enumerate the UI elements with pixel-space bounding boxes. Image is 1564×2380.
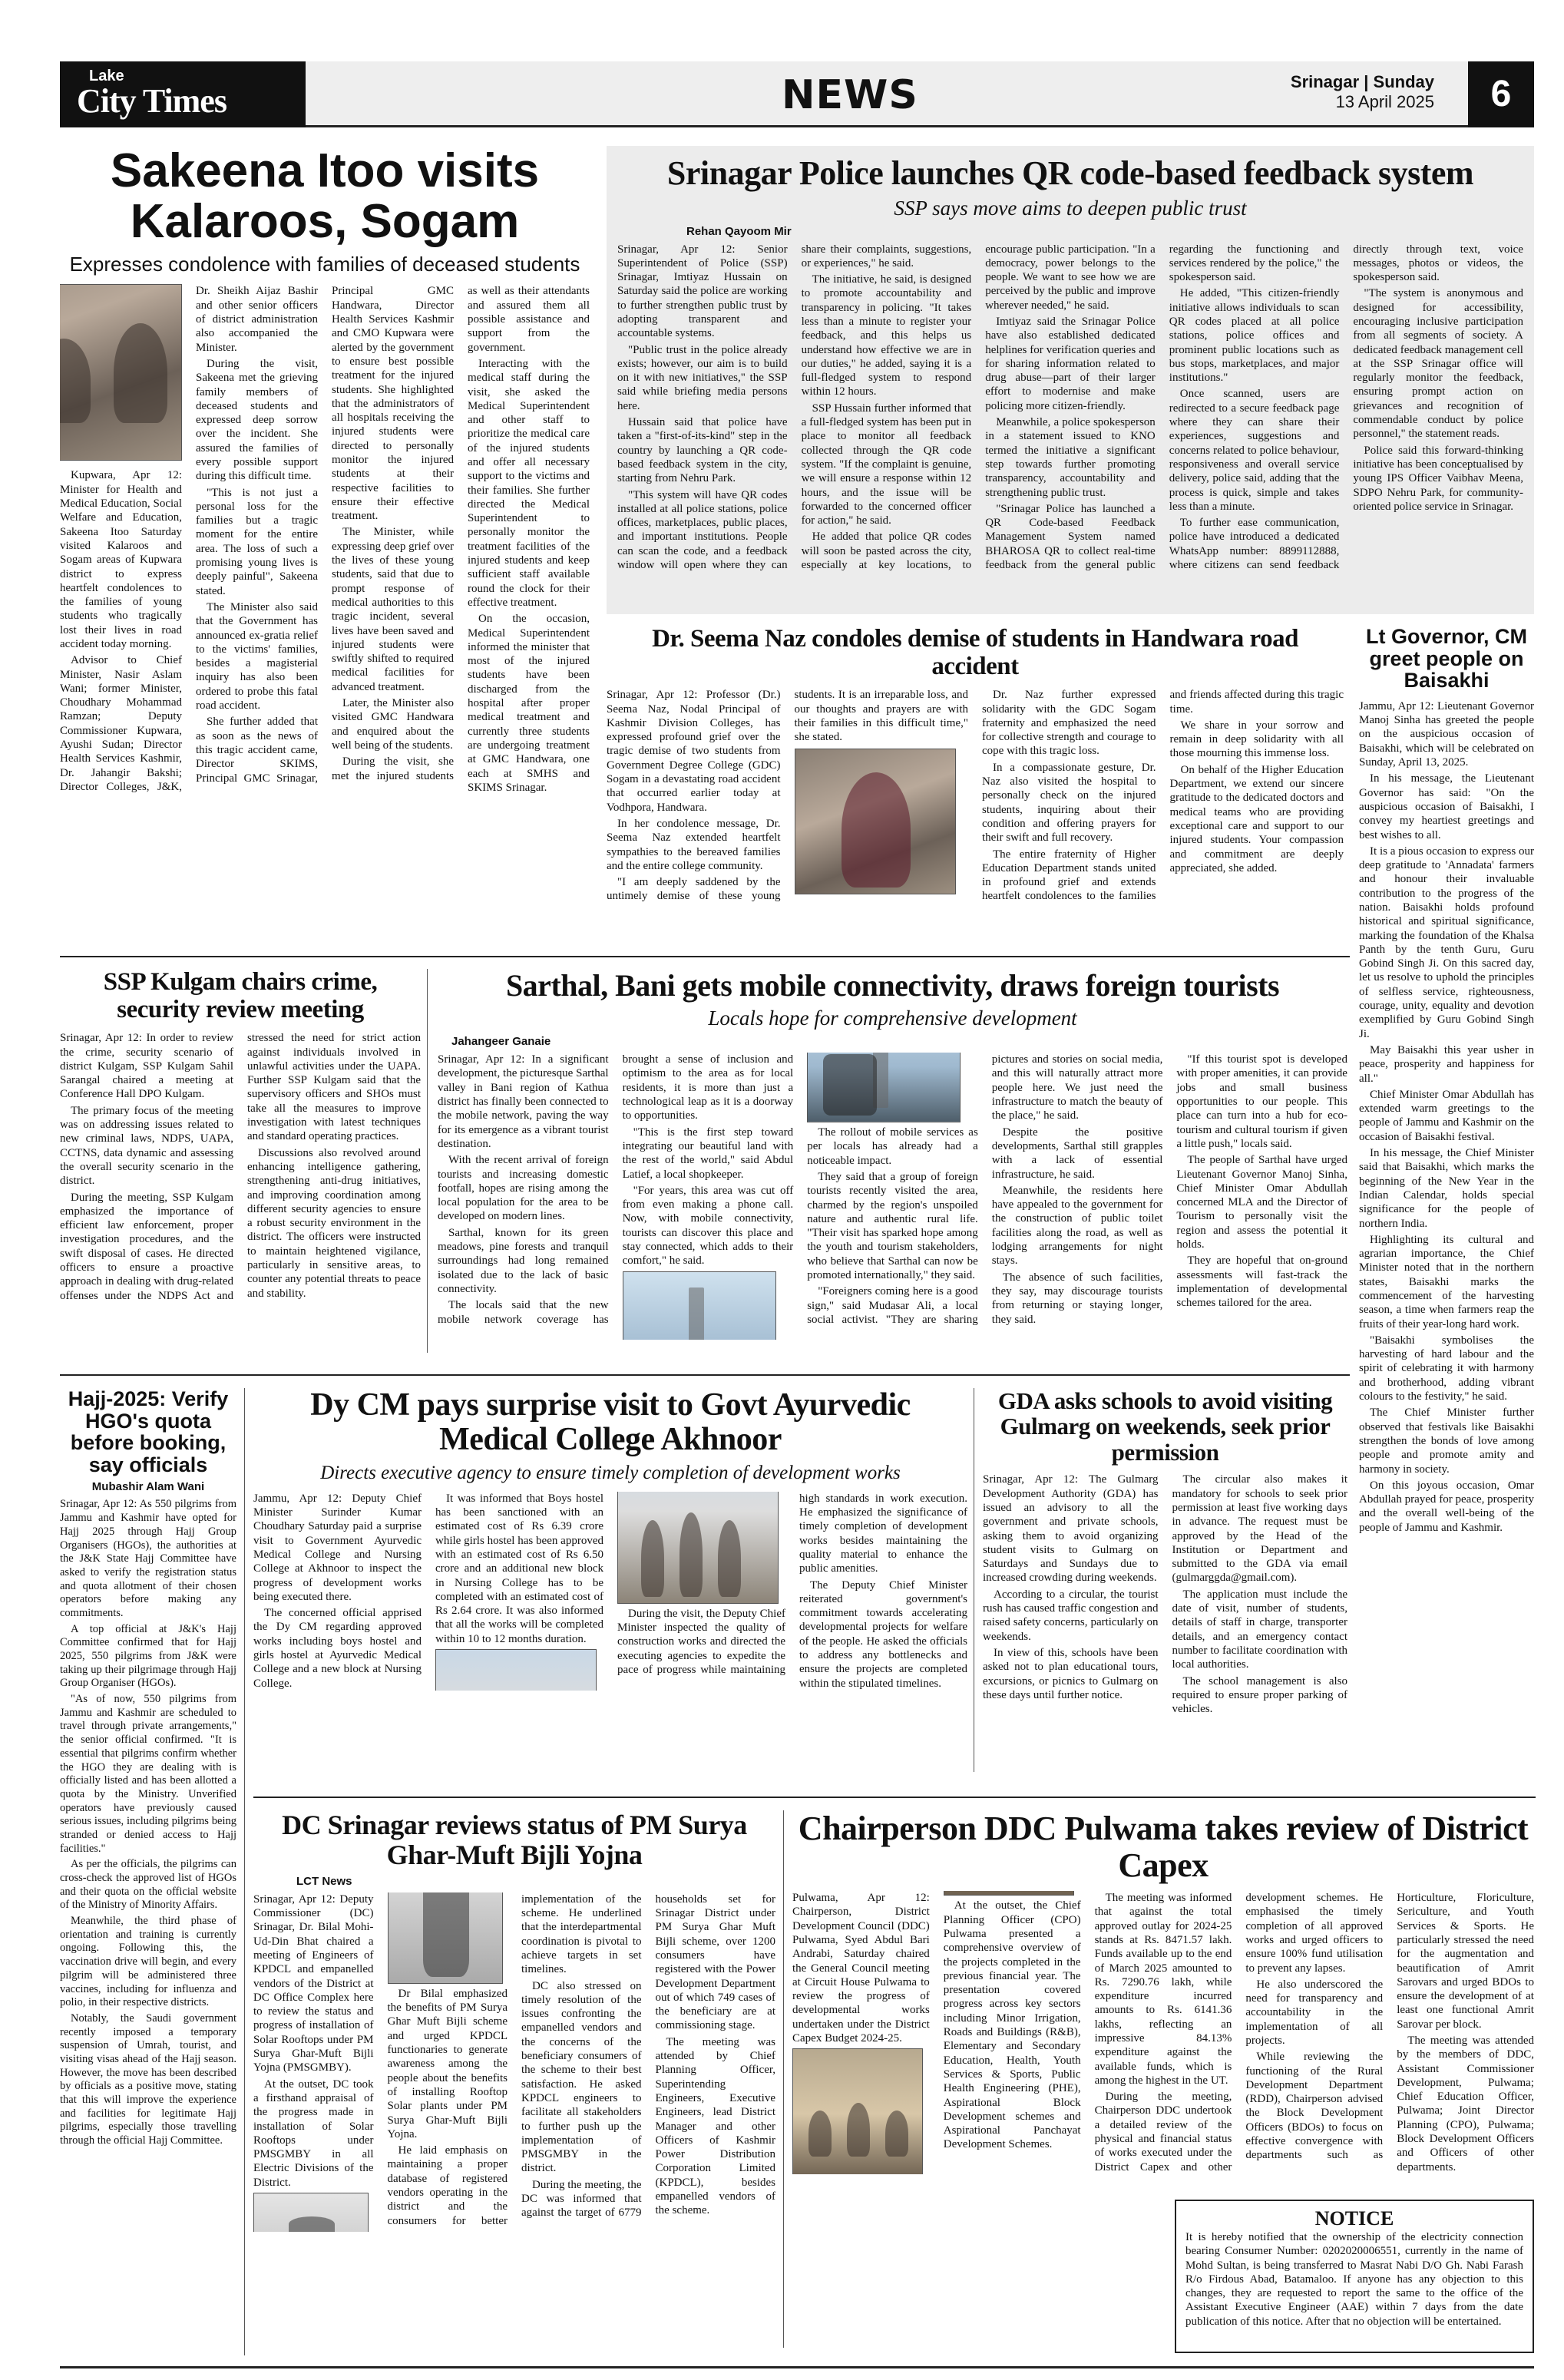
paragraph: Srinagar, Apr 12: Senior Superintendent of Police (SSP) Srinagar, Imtiyaz Hussain on Saturday said the police are working to further strengthen public trust by adopting transparent and accountable systems. [617,243,788,340]
paragraph: The initiative, he said, is designed to promote accountability and transparency in policing. "It takes less than a minute to register your feedback, and this helps us understand how effective we are in our duties," he added, saying it is a full-fledged system to respond within 12 hours. [801,273,972,398]
paragraph: It is a pious occasion to express our deep gratitude to 'Annadata' farmers and honour their invaluable contribution to the progress of the nation. Baisakhi holds profound historical and spiritual significance, marking the foundation of the Khalsa Panth by the tenth Guru, Guru Gobind Singh Ji. On this sacred day, let us resolve to uphold the principles of selfless service, righteousness, courage, unity, equality and devotion exemplified by Guru Gobind Singh Ji. [1359,845,1534,1040]
condolence-photo [60,284,182,461]
article-body [983,1473,1347,1764]
logo-main-text: City Times [77,82,226,120]
article-body [617,243,1523,603]
byline: LCT News [296,1874,352,1888]
notice-body: It is hereby notified that the ownership of the electricity connection bearing Consumer Number: 0202020006551, currently in the name of Mohd Sultan, is being transferred to Masrat Nabi D/O Gh. Nabi Farash R/o Firdous Abad, Batamaloo. If anyone has any objection to this changes, they are requested to report the same to the office of the Assistant Executive Engineer (AAE) within 7 days from the date publication of this notice. After that no objection will be entertained. [1185,2231,1523,2328]
paragraph: In her condolence message, Dr. Seema Naz extended heartfelt sympathies to the bereaved families and the entire college community. [607,817,781,872]
article-ssp-kulgam [60,969,421,1368]
paragraph: While reviewing the functioning of the Rural Development Department (RDD), Chairperson advised the Block Development Officers (BDOs) to focus on effective convergence with departments such as Horticulture, Floriculture, Sericulture, and Youth Services & Sports. He particularly stressed the need for the augmentation and beautification of Amrit Sarovars and urged BDOs to ensure the development of at least one functional Amrit Sarovar per block. [1245,1892,1534,2162]
paragraph: In a compassionate gesture, Dr. Naz also visited the hospital to personally check on the injured students, inquiring about their condition and offering prayers for their swift and full recovery. [982,761,1156,845]
paragraph: Pulwama, Apr 12: Chairperson, District Development Council (DDC) Pulwama, Syed Abdul Bari Andrabi, Saturday chaired the General Council meeting at Circuit House Pulwama to review the progress of developmental works undertaken under the District Capex Budget 2024-25. [792,1892,930,2044]
paragraph: She further added that as soon as the news of this tragic accident came, Director SKIMS, Principal GMC Srinagar, Principal GMC Handwara, Director Health Services Kashmir and CMO Kupwara were alerted by the government to ensure best possible treatment for the injured students. She highlighted that the administrators of all hospitals receiving the injured students were directed to personally monitor the injured students at their respective facilities to ensure their effective treatment. [196,285,454,785]
headline: GDA asks schools to avoid visiting Gulmarg on weekends, seek prior permission [997,1388,1333,1466]
paragraph: The meeting was attended by Chief Planning Officer, Superintending Engineers, Executive Engineers, lead District Manager and other Officers of Kashmir Power Distribution Corporation Limited (KPDCL), besides empanelled vendors of the scheme. [655,2035,775,2217]
paragraph: Chief Minister Omar Abdullah has extended warm greetings to the people of Jammu and Kashmir on the occasion of Baisakhi festival. [1359,1088,1534,1143]
dateline [1258,72,1434,112]
paragraph: Highlighting its cultural and agrarian importance, the Chief Minister noted that in the northern states, Baisakhi marks the commencement of the harvesting season, a time when farmers reap the fruits of their year-long hard work. [1359,1233,1534,1330]
paragraph: The circular also makes it mandatory for schools to seek prior permission at least five working days in advance. The request must be approved by the Head of the Institution or Department and submitted to the GDA via email (gulmarggda@gmail.com). [1172,1473,1347,1585]
paragraph: He laid emphasis on maintaining a proper database of registered vendors operating in the district and the consumers for better implementation of the scheme. He underlined that the interdepartmental coordination is pivotal to achieve targets in set timelines. [387,1892,642,2227]
paragraph: Sarthal, known for its green meadows, pine forests and tranquil surroundings had long remained isolated due to the lack of basic connectivity. [438,1226,609,1295]
paragraph: A top official at J&K's Hajj Committee confirmed that for Hajj 2025, 550 pilgrims from J&K were taking up their pilgrimage through Hajj Group Organiser (HGOs). [60,1622,236,1690]
newspaper-logo[interactable] [60,61,306,127]
paragraph: He also underscored the need for transparency and accountability in the implementation of all projects. [1245,1978,1384,2047]
dateline-place: Srinagar | Sunday [1290,72,1434,91]
paragraph: "This system will have QR codes installed at all police stations, police offices, marketplaces, public places, and important institutions. People can scan the code, and a feedback window will open where they can share their complaints, suggestions, or experiences," he said. [617,243,972,572]
byline: Jahangeer Ganaie [451,1035,551,1049]
paragraph: The people of Sarthal have urged Lieutenant Governor Manoj Sinha, Chief Minister Omar Abdullah concerned MLA and the Director of Tourism to personally visit the region and assess the potential it holds. [1176,1154,1347,1251]
divider [60,1374,1350,1376]
paragraph: "If this tourist spot is developed with proper amenities, it can provide jobs and small business opportunities to our people. This place can turn into a hub for eco-tourism and cultural tourism if given a little push," locals said. [1176,1053,1347,1150]
paragraph: Meanwhile, a police spokesperson in a statement issued to KNO termed the initiative a significant step towards further promoting transparency, accountability and strengthening public trust. [985,416,1156,499]
paragraph: During the visit, the Deputy Chief Minister inspected the quality of construction works and directed the executing agencies to expedite the pace of progress while maintaining high standards in work execution. He emphasized the significance of timely completion of development works besides maintaining the quality material to enhance the public amenities. [617,1492,967,1677]
notice-box [1175,2200,1534,2353]
paragraph: Despite the positive developments, Sarthal still grapples with a lack of essential infrastructure, he said. [991,1126,1163,1181]
paragraph: Jammu, Apr 12: Deputy Chief Minister Surinder Kumar Choudhary Saturday paid a surprise visit to Government Ayurvedic Medical College and Nursing College at Akhnoor to inspect the progress of development works being executed there. [253,1492,422,1603]
paragraph: DC also stressed on timely resolution of the issues confronting the empanelled vendors and the concerns of the beneficiary consumers of the scheme to their best satisfaction. He asked KPDCL engineers to facilitate all stakeholders to further push up the implementation of PMSGMBY in the district. [521,1979,642,2175]
paragraph: He added that police QR codes will soon be pasted across the city, especially at key locations, to encourage public participation. "In a democracy, power belongs to the people. We want to see how we are perceived by the public and improve wherever needed," he said. [801,243,1156,572]
paragraph: May Baisakhi this year usher in peace, prosperity and happiness for all." [1359,1043,1534,1085]
paragraph: On behalf of the Higher Education Department, we extend our sincere gratitude to the dedicated doctors and medical teams who are providing exceptional care and support to our injured students. Your compassion and commitment are deeply appreciated, she added. [1169,763,1344,874]
divider [244,1388,245,2355]
divider [783,1810,784,2348]
deck: Locals hope for comprehensive development [708,1007,1077,1030]
divider [60,956,1350,957]
paragraph: Discussions also revolved around enhancing intelligence gathering, strengthening anti-drug initiatives, and improving coordination among different security agencies to ensure a robust security environment in the district. The officers were instructed to maintain heightened vigilance, particularly in sensitive areas, to counter any potential threats to peace and stability. [247,1146,421,1300]
paragraph: Once scanned, users are redirected to a secure feedback page where they can share their experiences, suggestions and concerns related to police behaviour, responsiveness and overall service delivery, police said, adding that the process is quick, simple and takes less than a minute. [1169,388,1340,513]
headline: Chairperson DDC Pulwama takes review of District Capex [798,1810,1529,1884]
paragraph: We share in your sorrow and remain in deep solidarity with all those mourning this immense loss. [1169,719,1344,760]
article-qr-feedback [607,146,1534,614]
paragraph: On the occasion, Medical Superintendent informed the minister that most of the injured students have been discharged from the hospital after proper medical treatment and currently three students are undergoing treatment at GMC Handwara, one each at SMHS and SKIMS Srinagar. [468,613,590,794]
paragraph: In view of this, schools have been asked not to plan educational tours, excursions, or picnics to Gulmarg on these days until further notice. [983,1646,1159,1701]
paragraph: Police said this forward-thinking initiative has been conceptualised by young IPS Officer Vaibhav Meena, SDPO Nehru Park, for community-oriented police service in Srinagar. [1353,444,1523,513]
paragraph: "Baisakhi symbolises the harvesting of hard labour and the spirit of celebrating it with harmony and brotherhood, adding vibrant colours to the festivity," he said. [1359,1334,1534,1403]
paragraph: The application must include the date of visit, number of students, details of staff in charge, transporter details, and an emergency contact number to facilitate coordination with local authorities. [1172,1588,1347,1671]
article-sarthal-bani [438,969,1347,1368]
seema-naz-photo [795,749,956,894]
byline: Mubashir Alam Wani [91,1480,205,1494]
paragraph: They are hopeful that on-ground assessments will fast-track the implementation of developmental schemes tailored for the area. [1176,1254,1347,1310]
paragraph: Interacting with the medical staff during the visit, she asked the Medical Superintendent and other staff to prioritize the medical care of the injured students and offer all necessary support to the victims and their families. She further directed the Medical Superintendent to personally monitor the treatment facilities of the injured students and keep sufficient staff available round the clock for their effective treatment. [468,357,590,609]
paragraph: It was informed that Boys hostel has been sanctioned with an estimated cost of Rs 6.39 crore while girls hostel has been approved with an estimated cost of Rs 6.50 crore and an additional new block in Nursing College has to be completed with an estimated cost of Rs 2.64 crore. It was also informed that all the works will be completed within 10 to 12 months duration. [435,1492,603,1645]
paragraph: Srinagar, Apr 12: In a significant development, the picturesque Sarthal valley in Bani region of Kathua district has finally been connected to the mobile network, paving the way for its emergence as a vibrant tourist destination. [438,1053,609,1150]
divider [253,1797,1536,1798]
paragraph: "I am deeply saddened by the untimely demise of these young students. It is an irreparable loss, and our thoughts and prayers are with their families in this difficult time," she stated. [607,689,968,903]
paragraph: Meanwhile, the third phase of orientation and training is currently ongoing. Following this, the vaccination drive will begin, and every pilgrim will be administered three vaccines, including for influenza and polio, in their respective districts. [60,1915,236,2009]
paragraph: Dr Bilal emphasized the benefits of PM Surya Ghar Muft Bijli scheme and urged KPDCL functionaries to generate awareness among the people about the benefits of installing Rooftop Solar plants under PM Surya Ghar-Muft Bijli Yojna. [387,1987,508,2140]
article-gda-gulmarg [983,1388,1347,1787]
paragraph: Srinagar, Apr 12: As 550 pilgrims from Jammu and Kashmir have opted for Hajj 2025 through Hajj Group Organisers (HGOs), the authorities at the J&K State Hajj Committee have asked to verify the registration status and quota allotment of their chosen operators before making any commitments. [60,1498,236,1619]
headline: Hajj-2025: Verify HGO's quota before booking, say officials [68,1388,229,1476]
headline: Srinagar Police launches QR code-based feedback system [666,154,1474,192]
paragraph: During the meeting, SSP Kulgam emphasized the importance of efficient law enforcement, proper investigation procedures, and the swift disposal of cases. He directed officers to ensure a proactive approach in dealing with drug-related offenses under the NDPS Act and stressed the need for strict action against individuals involved in unlawful activities under the UAPA. Further SSP Kulgam said that the supervisory officers and SHOs must take all the measures to improve investigation with latest techniques and standard operating practices. [60,1032,421,1302]
headline: DC Srinagar reviews status of PM Surya Ghar-Muft Bijli Yojna [282,1810,747,1870]
paragraph: The meeting was attended by the members of DDC, Assistant Commissioner Development, Pulwama; Chief Education Officer, Pulwama; Joint Director Planning (CPO), Pulwama; Block Development Officers and Officers of other departments. [1397,2035,1534,2173]
deck: Directs executive agency to ensure timely completion of development works [320,1462,901,1483]
headline: Sarthal, Bani gets mobile connectivity, draws foreign tourists [505,969,1280,1003]
paragraph: "This is not just a personal loss for the families but a tragic moment for the entire area. The loss of such a promising young lives is deeply painful", Sakeena stated. [196,486,318,597]
headline: Lt Governor, CM greet people on Baisakhi [1365,626,1527,693]
paragraph: The primary focus of the meeting was on addressing issues related to new criminal laws, NDPS, UAPA, CCTNS, data dynamic and assessing the overall security scenario in the district. [60,1104,233,1188]
paragraph: Later, the Minister also visited GMC Handwara and enquired about the well being of the students. [332,697,454,752]
paragraph: "Srinagar Police has launched a QR Code-based Feedback Management System named BHAROSA QR to collect real-time feedback from the general public regarding the functioning and services rendered by the police," the spokesperson said. [985,243,1340,572]
page-number: 6 [1468,61,1534,127]
bottom-rule [60,2366,1534,2368]
notice-title: NOTICE [1314,2207,1394,2230]
paragraph: "The system is anonymous and designed for accessibility, encouraging inclusive participation from all segments of society. A dedicated feedback management cell at the SSP Srinagar office will regularly monitor the feedback, ensuring prompt action on grievances and recognition of commendable conduct by police personnel," the statement reads. [1353,287,1523,441]
article-body [253,1492,967,1783]
paragraph: Srinagar, Apr 12: Deputy Commissioner (DC) Srinagar, Dr. Bilal Mohi-Ud-Din Bhat chaired a meeting of Engineers of KPDCL and empanelled vendors of the District at DC Office Complex here to review the status and progress of installation of Solar Rooftops under PM Surya Ghar-Muft Bijli Yojna (PMSGMBY). [253,1892,374,2074]
paragraph: Meanwhile, the residents here have appealed to the government for the construction of public toilet facilities along the road, as well as lodging arrangements for night stays. [991,1184,1163,1268]
paragraph: The Minister also said that the Government has announced ex-gratia relief to the victims' families, besides a magisterial inquiry has also been ordered to probe this fatal road accident. [196,600,318,712]
masthead [60,61,1534,127]
paragraph: "Public trust in the police already exists; however, our aim is to build on it with new initiatives," the SSP said while briefing media persons here. [617,343,788,412]
paragraph: The Chief Minister further observed that festivals like Baisakhi strengthen the bonds of love among people and promote amity and harmony in society. [1359,1407,1534,1476]
article-body [438,1053,1347,1360]
paragraph: "As of now, 550 pilgrims from Jammu and Kashmir are scheduled to travel through private arrangements," the senior official confirmed. "It is essential that pilgrims confirm whether the HGO they are dealing with is officially listed and has been allotted a quota by the Ministry. Unverified operators have previously caused serious issues, including pilgrims being stranded or denied access to Hajj facilities." [60,1693,236,1855]
paragraph: SSP Hussain further informed that a full-fledged system has been put in place to monitor all feedback collected through the QR code system. "If the complaint is genuine, we will ensure a response within 12 hours, and the issue will be forwarded to the concerned officer for action," he said. [801,402,972,527]
paragraph: Advisor to Chief Minister, Nasir Aslam Wani; former Minister, Choudhary Mohammad Ramzan; Deputy Commissioner Kupwara, Ayushi Sudan; Director Health Services Kashmir, Dr. Jahangir Bakshi; Director Colleges, J&K, Dr. Sheikh Aijaz Bashir and other senior officers of district administration also accompanied the Minister. [60,285,318,793]
paragraph: At the outset, DC took a firsthand appraisal of the progress made in installation of Solar Rooftops under PMSGMBY in all Electric Divisions of the District. [253,2078,374,2189]
paragraph: The entire fraternity of Higher Education Department stands united in profound grief and extends heartfelt condolences to the families and friends affected during this tragic time. [982,689,1344,903]
paragraph: During the meeting, the DC was informed that against the target of 6779 households set for Srinagar District under PM Surya Ghar Muft Bijli scheme, over 1200 consumers have registered with the Power Development Department out of which 749 cases of the beneficiary are at commissioning stage. [521,1892,775,2220]
paragraph: To further ease communication, police have introduced a dedicated WhatsApp number: 8899112888, where citizens can send feedback directly through text, voice messages, photos or videos, the spokesperson said. [1169,243,1523,572]
paragraph: Srinagar, Apr 12: In order to review the crime, security scenario of district Kulgam, SSP Kulgam Sahil Sarangal chaired a meeting at Conference Hall DPO Kulgam. [60,1032,233,1101]
paragraph: At the outset, the Chief Planning Officer (CPO) Pulwama presented a comprehensive overview of the projects completed in the previous financial year. The presentation covered progress across key sectors including Minor Irrigation, Roads and Buildings (R&B), Elementary and Secondary Education, Health, Youth Services & Sports, Public Health Engineering (PHE), Aspirational Block Development schemes and Aspirational Panchayat Development Schemes. [943,1899,1081,2151]
paragraph: Hussain said that police have taken a "first-of-its-kind" step in the country by launching a QR code-based feedback system in the city, starting from Nehru Park. [617,416,788,485]
paragraph: "This is the first step toward integrating our beautiful land with the rest of the world," said Abdul Latief, a local shopkeeper. [622,1126,794,1181]
paragraph: Imtiyaz said the Srinagar Police have also established dedicated helplines for verification queries and for sharing information related to drug abuse—part of their larger effort to modernise and make policing more citizen-friendly. [985,316,1156,412]
paragraph: Kupwara, Apr 12: Minister for Health and Medical Education, Social Welfare and Education, Sakeena Itoo Saturday visited Kalaroos and Sogam areas of Kupwara district to express heartfelt condolences to the families of young students who tragically lost their lives in road accident today morning. [60,469,182,650]
article-dycm-akhnoor [253,1388,967,1787]
paragraph: The concerned official apprised the Dy CM regarding approved works including boys hostel and girls hostel at Ayurvedic Medical College and a new block at Nursing College. [253,1607,422,1690]
dateline-date: 13 April 2025 [1335,92,1434,111]
article-body [1359,699,1534,1537]
paragraph: The locals said that the new mobile network coverage has brought a sense of inclusion and optimism to the area as for local residents, it is more than just a technological leap as it is a doorway to opportunities. [438,1053,794,1326]
article-body [60,1031,421,1354]
logo-top-text: Lake [89,68,124,84]
paragraph: On this joyous occasion, Omar Abdullah prayed for peace, prosperity and the overall well-being of the people of Jammu and Kashmir. [1359,1479,1534,1534]
divider [427,969,428,1353]
paragraph: As per the officials, the pilgrims can cross-check the approved list of HGOs and their quota on the official website of the Ministry of Minority Affairs. [60,1858,236,1912]
paragraph: Srinagar, Apr 12: The Gulmarg Development Authority (GDA) has issued an advisory to all the government and private schools, asking them to avoid organizing student visits to Gulmarg on Saturdays and Sundays due to increased crowding during weekends. [983,1473,1159,1585]
paragraph: Notably, the Saudi government recently imposed a temporary suspension of Umrah, tourist, and visiting visas ahead of the Hajj season. However, the move has been described by officials as a positive move, stating that this will improve the experience and facilities for legitimate Hajj pilgrims, especially those travelling through the official Hajj Committee. [60,2011,236,2147]
headline: Dr. Seema Naz condoles demise of students in Handwara road accident [652,626,1298,680]
article-seema-naz [607,626,1344,948]
paragraph: Dr. Naz further expressed solidarity with the GDC Sogam fraternity and emphasized the need for collective strength and courage to cope with this tragic loss. [982,689,1156,758]
headline: Sakeena Itoo visits Kalaroos, Sogam [110,146,540,248]
paragraph: The meeting was informed that against the total approved outlay for 2024-25 stands at Rs. 8471.57 lakh. Funds available up to the end of March 2025 amounted to Rs. 7290.76 lakh, while expenditure incurred amounts to Rs. 6141.36 lakhs, reflecting an impressive 84.13% expenditure against the available funds, which is among the highest in the UT. [1094,1892,1232,2087]
article-body [60,284,590,898]
paragraph: In his message, the Lieutenant Governor has said: "On the auspicious occasion of Baisakhi, I convey my heartiest greetings and best wishes to all. [1359,772,1534,841]
paragraph: The school management is also required to ensure proper parking of vehicles. [1172,1674,1347,1716]
paragraph: During the visit, she met the injured students as well as their attendants and assured them all possible assistance and support from the government. [332,285,590,782]
paragraph: The Deputy Chief Minister reiterated government's commitment towards accelerating developmental projects for welfare of the people. He asked the officials to address any bottlenecks and ensure the projects are completed within the stipulated timelines. [799,1578,967,1690]
paragraph: They said that a group of foreign tourists recently visited the area, charmed by the region's unspoiled nature and authentic rural life. "Their visit has sparked hope among the youth and tourism stakeholders, who believe that Sarthal can now be promoted internationally," they said. [807,1170,978,1282]
paragraph: The rollout of mobile services as per locals has already had a noticeable impact. [807,1126,978,1167]
byline: Rehan Qayoom Mir [686,224,792,238]
paragraph: During the visit, Sakeena met the grieving family members of deceased students and expressed deep sorrow over the incident. She assured the families of every possible support during this difficult time. [196,357,318,483]
article-body [253,1892,775,2361]
paragraph: He added, "This citizen-friendly initiative allows individuals to scan QR codes placed at all police stations, police offices and prominent public locations such as bus stops, marketplaces, and major institutions." [1169,287,1340,385]
paragraph: In his message, the Chief Minister said that Baisakhi, which marks the beginning of the New Year in the Indian Calendar, holds special significance for the people of northern India. [1359,1147,1534,1230]
paragraph: Jammu, Apr 12: Lieutenant Governor Manoj Sinha has greeted the people on the auspicious occasion of Baisakhi, which will be celebrated on Sunday, April 13, 2025. [1359,699,1534,769]
paragraph: With the recent arrival of foreign tourists and increasing domestic footfall, hopes are rising among the local population for the area to be developed on modern lines. [438,1154,609,1223]
paragraph: During the meeting, Chairperson DDC undertook a detailed review of the physical and financial status of works executed under the District Capex and other development schemes. He emphasised the timely completion of all approved works and urged officers to ensure 100% fund utilisation to prevent any lapses. [1094,1892,1384,2173]
paragraph: Srinagar, Apr 12: Professor (Dr.) Seema Naz, Nodal Principal of Kashmir Division Colleges, has expressed profound grief over the tragic demise of two students from Government Degree College (GDC) Sogam in a devastating road accident that occurred earlier today at Vodhpora, Handwara. [607,689,781,814]
deck: SSP says move aims to deepen public trust [894,196,1247,220]
article-sakeena-itoo [60,146,590,944]
paragraph: "Foreigners coming here is a good sign," said Mudasar Ali, a local social activist. "They are sharing pictures and stories on social media, and this will naturally attract more people here. We just need the infrastructure to match the beauty of the place," he said. [807,1053,1163,1326]
article-baisakhi-greetings [1359,626,1534,1793]
article-body [60,1498,236,2150]
article-hajj-2025 [60,1388,236,2363]
headline: SSP Kulgam chairs crime, security review meeting [103,969,378,1023]
paragraph: The absence of such facilities, they say, may discourage tourists from returning or staying longer, they said. [991,1271,1163,1326]
paragraph: According to a circular, the tourist rush has caused traffic congestion and raised safety concerns, particularly on weekends. [983,1588,1159,1643]
paragraph: "For years, this area was cut off from even making a phone call. Now, with mobile connectivity, tourists can discover this place and stay connected, which adds to their comfort," he said. [622,1184,794,1268]
section-label: NEWS [782,72,918,118]
article-dc-srinagar-bijli [253,1810,775,2363]
article-body [607,688,1344,948]
deck: Expresses condolence with families of deceased students [69,253,580,276]
paragraph: The Minister, while expressing deep grief over the lives of these young students, said that due to prompt response of medical authorities to this tragic incident, several lives have been saved and injured students were swiftly shifted to required medical facilities for advanced treatment. [332,526,454,693]
headline: Dy CM pays surprise visit to Govt Ayurvedic Medical College Akhnoor [310,1388,911,1458]
